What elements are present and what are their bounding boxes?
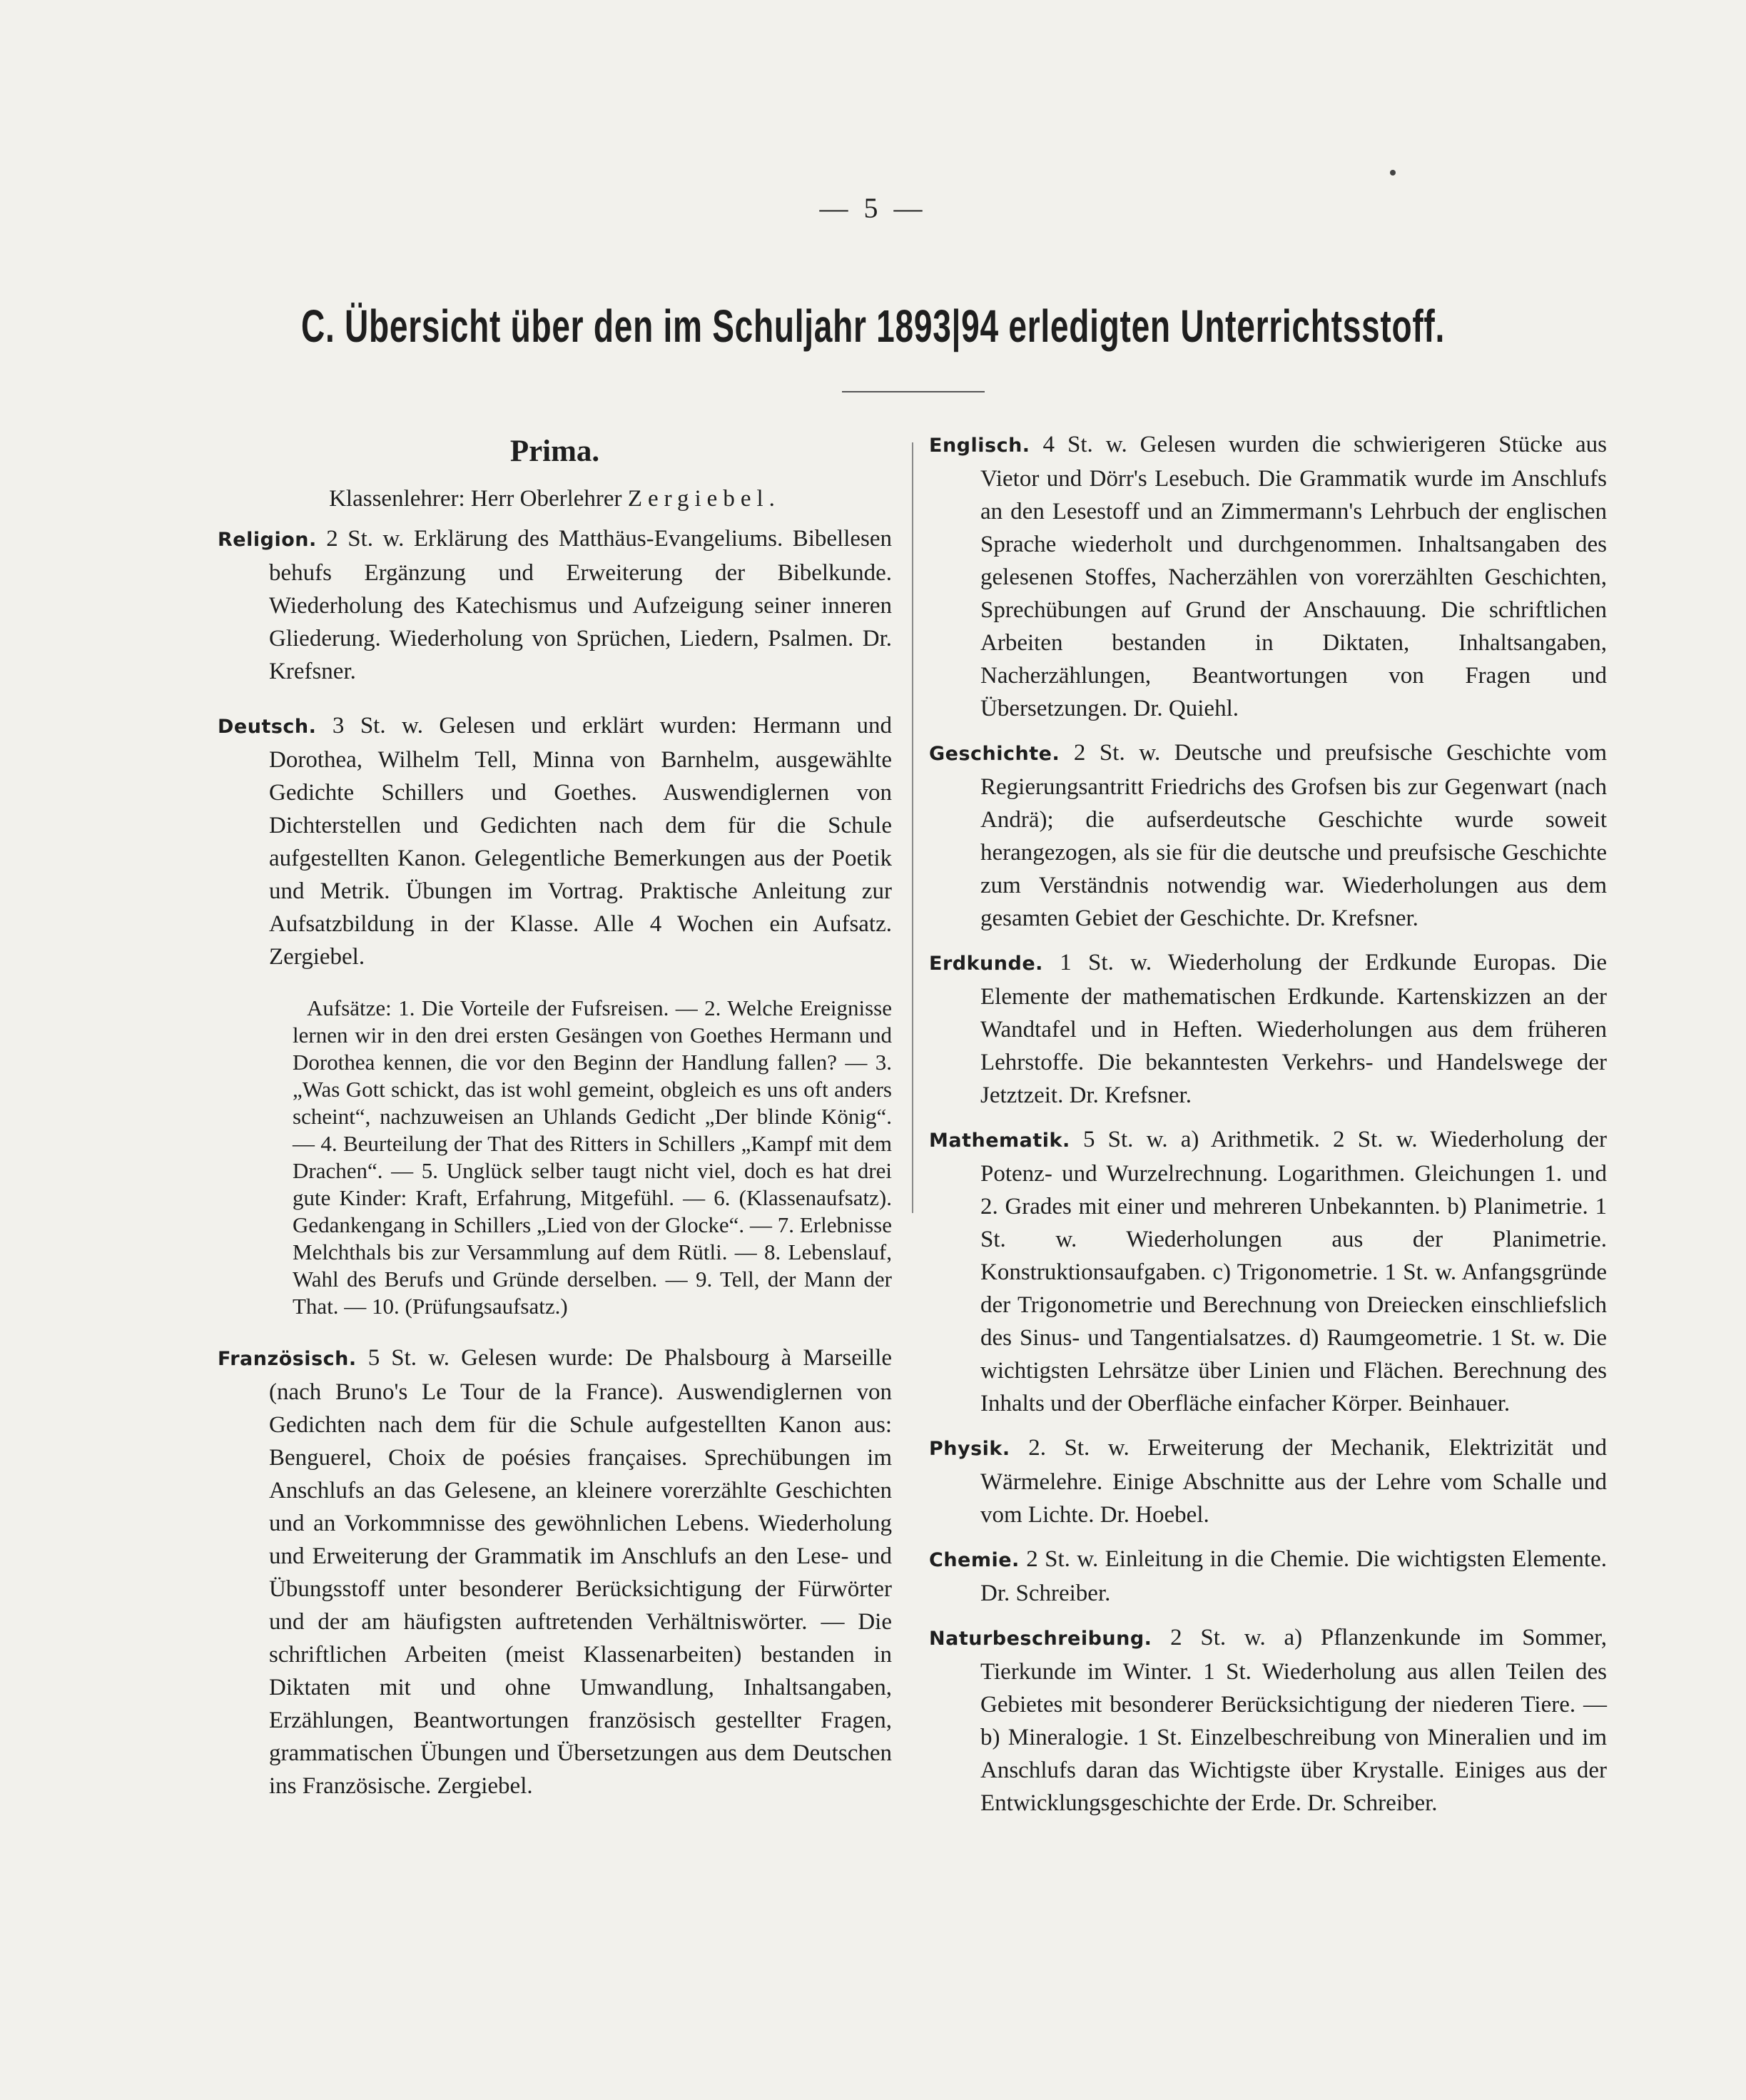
essay-topics-label: Aufsätze:: [307, 995, 392, 1020]
subject-label: Französisch.: [218, 1348, 357, 1370]
subject-entry-physik: [929, 1431, 1607, 1531]
page-title: C. Übersicht über den im Schuljahr 1893|94 erledigten Unterrichtsstoff.: [301, 300, 1445, 352]
subject-label: Erdkunde.: [929, 953, 1043, 975]
subject-text: 5 St. w. Gelesen wurde: De Phalsbourg à Marseille (nach Bruno's Le Tour de la France). Auswendiglernen von Gedichten nach dem für die Schule aufgestellten Kanon aus: Benguerel, Choix de poésies françaises. Sprechübungen im Anschlufs an das Gelesene, an kleinere vorerzählte Geschichten und an Vorkommnisse des gewöhnlichen Lebens. Wiederholung und Erweiterung der Grammatik im Anschlufs an den Lese- und Übungsstoff unter besonderer Berücksichtigung der Fürwörter und der am häufigsten auftretenden Verhältniswörter. — Die schriftlichen Arbeiten (meist Klassenarbeiten) bestanden in Diktaten mit und ohne Umwandlung, Inhaltsangaben, Erzählungen, Beantwortungen französisch gestellter Fragen, grammatischen Übungen und Übersetzungen aus dem Deutschen ins Französische. Zergiebel.: [269, 1345, 893, 1799]
subject-entry-religion: [218, 522, 892, 688]
subject-text: 2 St. w. a) Pflanzenkunde im Sommer, Tierkunde im Winter. 1 St. Wiederholung aus allen Teilen des Gebietes mit besonderer Berücksichtigung der niederen Tiere. — b) Mineralogie. 1 St. Einzelbeschreibung von Mineralien und im Anschlufs daran das Wichtigste über Krystalle. Einiges aus der Entwicklungsgeschichte der Erde. Dr. Schreiber.: [980, 1625, 1607, 1816]
subject-entry-naturbeschreibung: [929, 1621, 1607, 1820]
subject-entry-deutsch: [218, 709, 892, 973]
column-divider: [912, 442, 913, 1213]
subject-label: Geschichte.: [929, 743, 1060, 765]
subject-entry-mathematik: [929, 1123, 1607, 1420]
subject-text: 2 St. w. Deutsche und preufsische Geschichte vom Regierungsantritt Friedrichs des Grofsen bis zur Gegenwart (nach Andrä); die aufserdeutsche Geschichte wurde soweit herangezogen, als sie für die deutsche und preufsische Geschichte zum Verständnis notwendig war. Wiederholungen aus dem gesamten Gebiet der Geschichte. Dr. Krefsner.: [980, 740, 1607, 931]
subject-entry-erdkunde: [929, 946, 1607, 1112]
subject-label: Deutsch.: [218, 716, 317, 738]
subject-text: 5 St. w. a) Arithmetik. 2 St. w. Wiederholung der Potenz- und Wurzelrechnung. Logarithmen. Gleichungen 1. und 2. Grades mit einer und mehreren Unbekannten. b) Planimetrie. 1 St. w. Wiederholungen aus der Planimetrie. Konstruktionsaufgaben. c) Trigonometrie. 1 St. w. Anfangsgründe der Trigonometrie und Berechnung von Dreiecken einschliefslich des Sinus- und Tangentialsatzes. d) Raumgeometrie. 1 St. w. Die wichtigsten Lehrsätze über Linien und Flächen. Berechnung des Inhalts und der Oberfläche einfacher Körper. Beinhauer.: [980, 1127, 1608, 1416]
subject-text: 2 St. w. Erklärung des Matthäus-Evangeliums. Bibellesen behufs Ergänzung und Erweiterung der Bibelkunde. Wiederholung des Katechismus und Aufzeigung seiner inneren Gliederung. Wiederholung von Sprüchen, Liedern, Psalmen. Dr. Krefsner.: [269, 526, 892, 684]
essay-topics-text: 1. Die Vorteile der Fufsreisen. — 2. Welche Ereignisse lernen wir in den drei ersten Gesängen von Goethes Hermann und Dorothea kennen, die vor den Beginn der Handlung fallen? — 3. „Was Gott schickt, das ist wohl gemeint, obgleich es uns oft anders scheint“, nachzuweisen an Uhlands Gedicht „Der blinde König“. — 4. Beurteilung der That des Ritters in Schillers „Kampf mit dem Drachen“. — 5. Unglück selber taugt nicht viel, doch es hat drei gute Kinder: Kraft, Erfahrung, Mitgefühl. — 6. (Klassenaufsatz). Gedankengang in Schillers „Lied von der Glocke“. — 7. Erlebnisse Melchthals bis zur Versammlung auf dem Rütli. — 8. Lebenslauf, Wahl des Berufs und Gründe derselben. — 9. Tell, der Mann der That. — 10. (Prüfungsaufsatz.): [293, 995, 892, 1319]
subject-entry-chemie: [929, 1543, 1607, 1610]
class-teacher-line: [218, 482, 892, 515]
subject-label: Englisch.: [929, 435, 1030, 457]
subject-label: Naturbeschreibung.: [929, 1628, 1152, 1650]
subject-text: 2 St. w. Einleitung in die Chemie. Die wichtigsten Elemente. Dr. Schreiber.: [980, 1546, 1607, 1606]
page-number: — 5 —: [819, 192, 927, 224]
subject-text: 3 St. w. Gelesen und erklärt wurden: Hermann und Dorothea, Wilhelm Tell, Minna von Barnhelm, ausgewählte Gedichte Schillers und Goethes. Auswendiglernen von Dichterstellen und Gedichten nach dem für die Schule aufgestellten Kanon. Gelegentliche Bemerkungen aus der Poetik und Metrik. Übungen im Vortrag. Praktische Anleitung zur Aufsatzbildung in der Klasse. Alle 4 Wochen ein Aufsatz. Zergiebel.: [269, 713, 892, 970]
class-teacher-name: Zergiebel.: [627, 486, 781, 512]
print-speck: [1390, 170, 1396, 176]
section-heading-prima: Prima.: [509, 435, 600, 468]
subject-label: Physik.: [929, 1438, 1010, 1460]
subject-label: Religion.: [218, 529, 317, 551]
essay-topics: [218, 995, 892, 1320]
subject-text: 1 St. w. Wiederholung der Erdkunde Europas. Die Elemente der mathematischen Erdkunde. Kartenskizzen an der Wandtafel und in Heften. Wiederholungen aus dem früheren Lehrstoffe. Die bekanntesten Verkehrs- und Handelswege der Jetztzeit. Dr. Krefsner.: [980, 950, 1607, 1108]
left-column: [218, 428, 892, 1824]
title-divider: [842, 391, 985, 392]
subject-entry-geschichte: [929, 736, 1607, 935]
subject-label: Mathematik.: [929, 1130, 1070, 1152]
subject-entry-franzoesisch: [218, 1341, 892, 1802]
right-column: [929, 428, 1607, 1831]
subject-label: Chemie.: [929, 1549, 1020, 1571]
subject-text: 2. St. w. Erweiterung der Mechanik, Elektrizität und Wärmelehre. Einige Abschnitte aus der Lehre vom Schalle und vom Lichte. Dr. Hoebel.: [980, 1435, 1607, 1528]
subject-entry-englisch: [929, 428, 1607, 725]
class-teacher-prefix: Klassenlehrer: Herr Oberlehrer: [329, 486, 622, 512]
subject-text: 4 St. w. Gelesen wurden die schwierigeren Stücke aus Vietor und Dörr's Lesebuch. Die Grammatik wurde im Anschlufs an den Lesestoff und an Zimmermann's Lehrbuch der englischen Sprache wiederholt und durchgenommen. Inhaltsangaben des gelesenen Stoffes, Nacherzählen von vorerzählten Geschichten, Sprechübungen auf Grund der Anschauung. Die schriftlichen Arbeiten bestanden in Diktaten, Inhaltsangaben, Nacherzählungen, Beantwortungen von Fragen und Übersetzungen. Dr. Quiehl.: [980, 432, 1607, 721]
